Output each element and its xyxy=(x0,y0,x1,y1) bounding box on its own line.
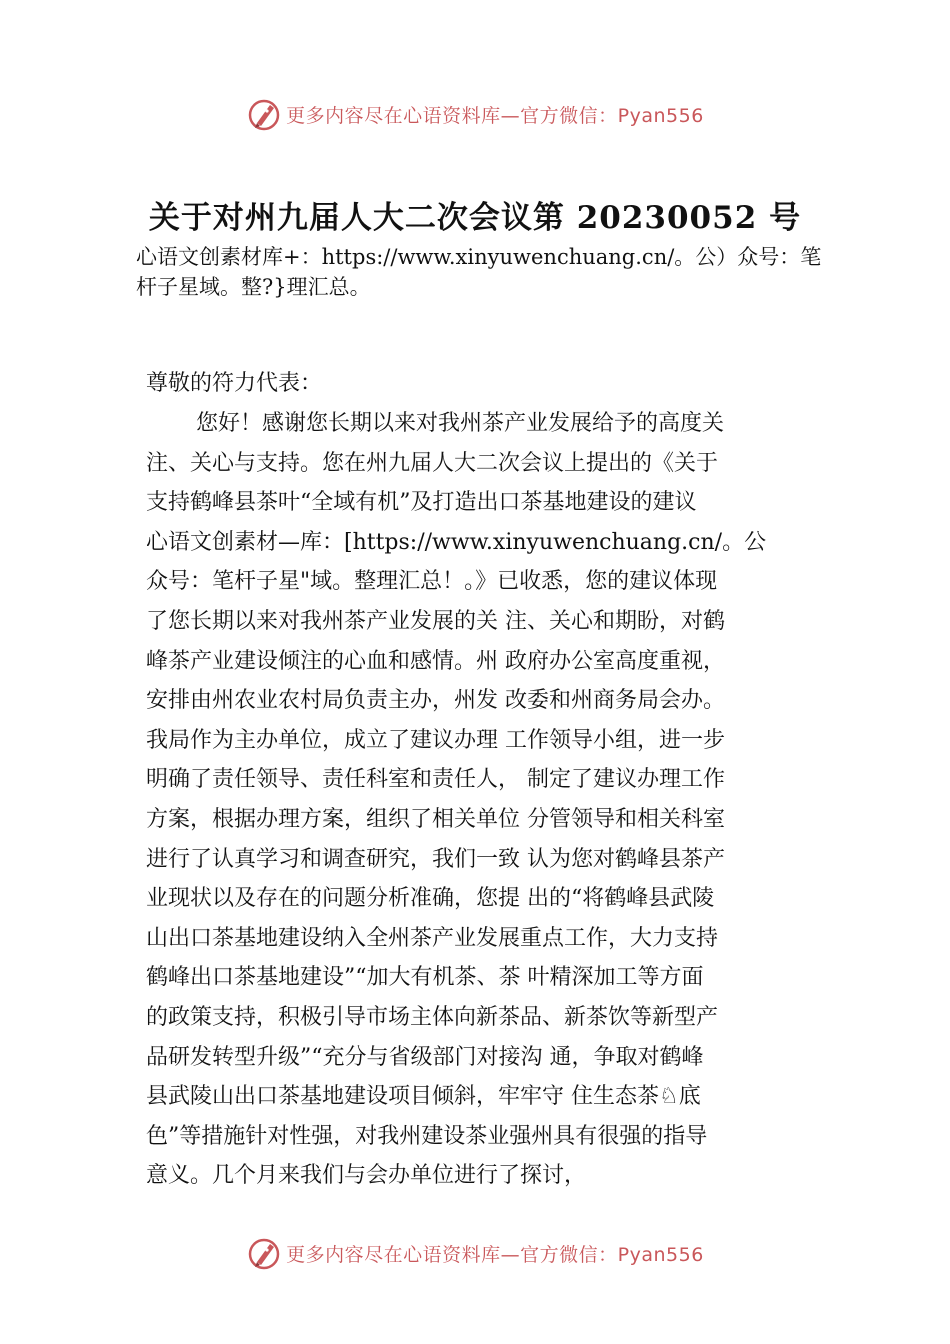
pen-nib-logo-icon xyxy=(246,96,282,132)
body-line: 我局作为主办单位，成立了建议办理 工作领导小组，进一步 xyxy=(146,727,725,753)
body-line: 支持鹤峰县茶叶“全域有机”及打造出口茶基地建设的建议 xyxy=(146,490,697,516)
body-line: 方案，根据办理方案，组织了相关单位 分管领导和相关科室 xyxy=(146,806,725,832)
body-line: 鹤峰出口茶基地建设”“加大有机茶、茶 叶精深加工等方面 xyxy=(146,965,704,991)
body-line: 您好！感谢您长期以来对我州茶产业发展给予的高度关 xyxy=(196,411,725,436)
body-line: 山出口茶基地建设纳入全州茶产业发展重点工作，大力支持 xyxy=(146,925,719,951)
body-line: 色”等措施针对性强，对我州建设茶业强州具有很强的指导 xyxy=(146,1123,708,1149)
document-title: 关于对州九届人大二次会议第 20230052 号 xyxy=(148,200,802,236)
watermark-banner-top xyxy=(0,94,950,134)
body-line: 业现状以及存在的问题分析准确，您提 出的“将鹤峰县武陵 xyxy=(146,886,715,912)
watermark-text: 更多内容尽在心语资料库—官方微信：Pyan556 xyxy=(286,1243,704,1266)
pen-nib-logo-icon xyxy=(246,1235,282,1271)
body-line: 众号：笔杆子星"域。整理汇总！。》已收悉，您的建议体现 xyxy=(146,569,718,595)
document-subtitle: 心语文创素材库+：https://www.xinyuwenchuang.cn/。公）众号：笔杆子星域。整?}理汇总。 xyxy=(136,245,822,299)
body-line: 注、关心与支持。您在州九届人大二次会议上提出的《关于 xyxy=(146,450,719,476)
body-line: 的政策支持，积极引导市场主体向新茶品、新茶饮等新型产 xyxy=(146,1004,719,1030)
watermark-banner-bottom xyxy=(0,1233,950,1273)
body-line: 品研发转型升级”“充分与省级部门对接沟 通，争取对鹤峰 xyxy=(146,1044,704,1070)
body-line: 峰茶产业建设倾注的心血和感情。州 政府办公室高度重视， xyxy=(146,648,725,674)
salutation: 尊敬的符力代表： xyxy=(146,371,323,396)
watermark-text: 更多内容尽在心语资料库—官方微信：Pyan556 xyxy=(286,104,704,127)
body-line: 心语文创素材—库：[https://www.xinyuwenchuang.cn/。公 xyxy=(146,529,767,555)
body-paragraph xyxy=(146,404,826,1196)
body-line: 了您长期以来对我州茶产业发展的关 注、关心和期盼，对鹤 xyxy=(146,608,725,634)
body-line: 意义。几个月来我们与会办单位进行了探讨， xyxy=(146,1163,587,1189)
body-line: 明确了责任领导、责任科室和责任人， 制定了建议办理工作 xyxy=(146,767,725,793)
body-line: 进行了认真学习和调查研究，我们一致 认为您对鹤峰县茶产 xyxy=(146,846,725,872)
body-line: 安排由州农业农村局负责主办，州发 改委和州商务局会办。 xyxy=(146,688,725,714)
body-line: 县武陵山出口茶基地建设项目倾斜，牢牢守 住生态茶♘底 xyxy=(146,1084,701,1110)
